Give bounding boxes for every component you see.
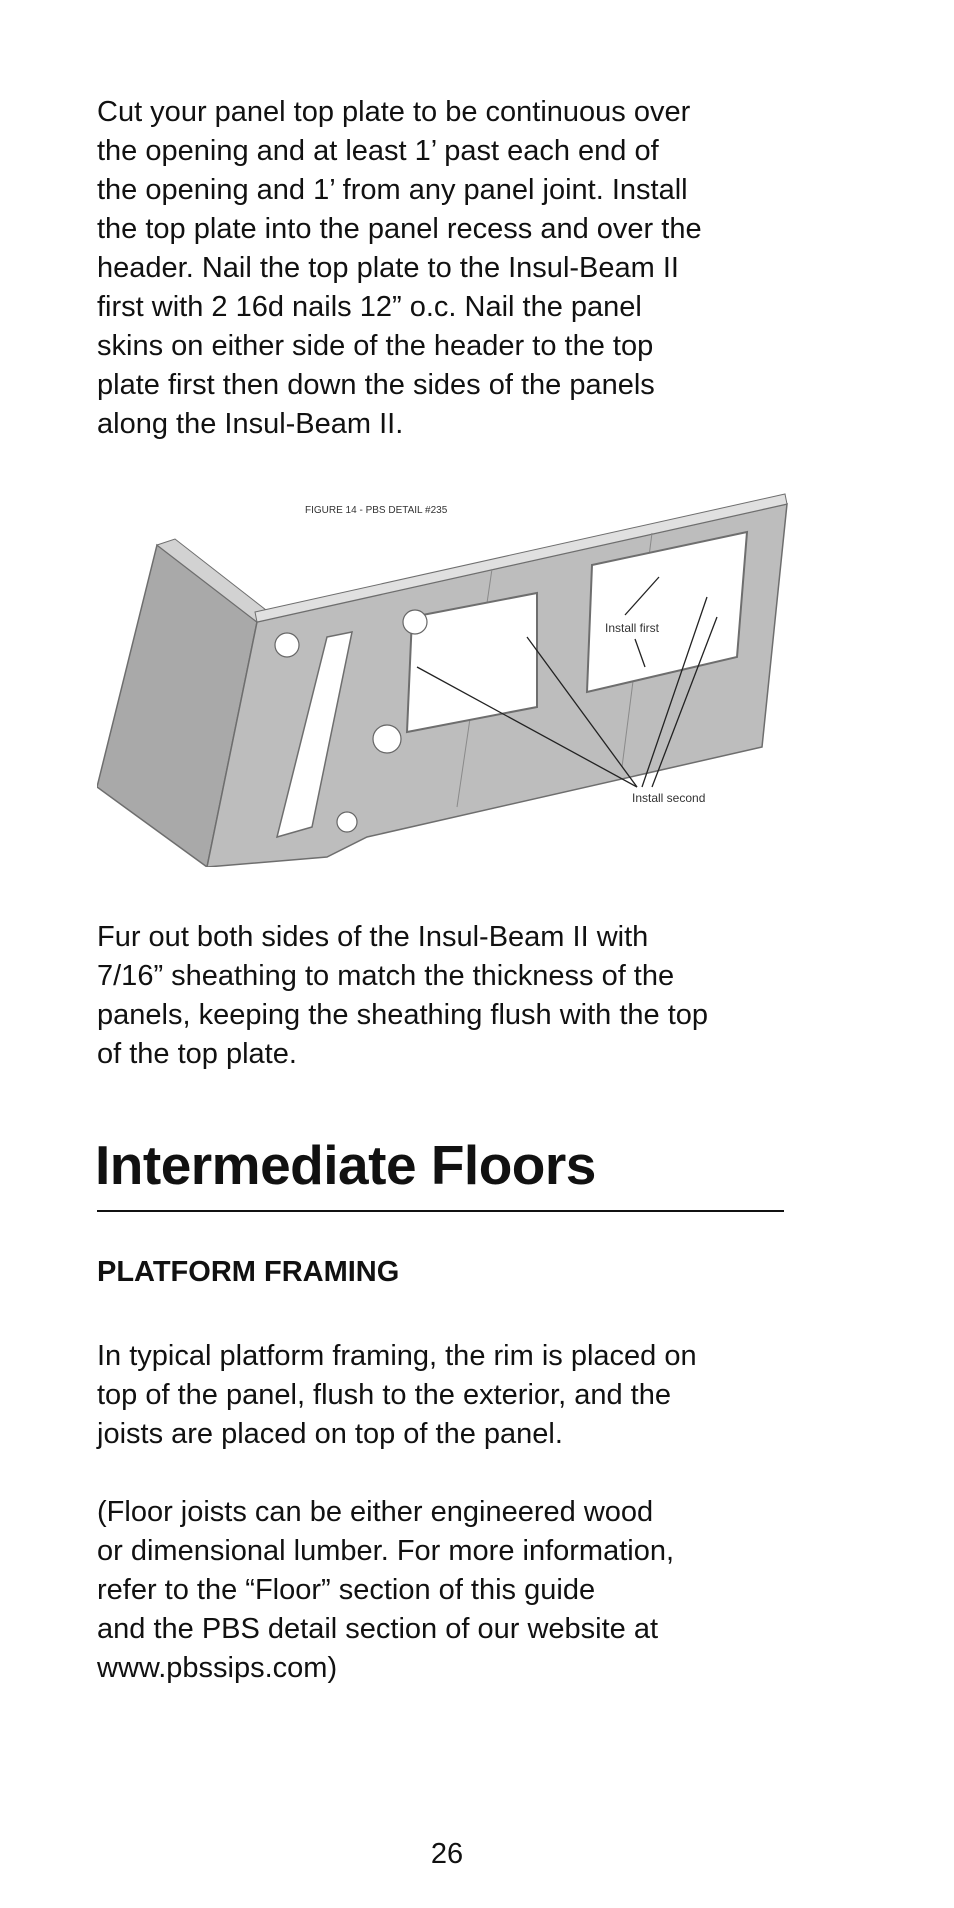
recess-cutout bbox=[373, 725, 401, 753]
subsection-heading: PLATFORM FRAMING bbox=[97, 1256, 400, 1288]
recess-cutout bbox=[337, 812, 357, 832]
label-install-second: Install second bbox=[632, 791, 706, 805]
fur-paragraph: Fur out both sides of the Insul-Beam II with 7/16” sheathing to match the thickness of the panels, keeping the sheathing flush with the top of the top plate. bbox=[97, 921, 709, 1070]
window-opening-left bbox=[407, 593, 537, 732]
platform-paragraph: In typical platform framing, the rim is placed on top of the panel, flush to the exterior, and the joists are placed on top of the panel. bbox=[97, 1340, 697, 1450]
label-install-first: Install first bbox=[605, 621, 660, 635]
heading-rule bbox=[97, 1210, 784, 1212]
page-number: 26 bbox=[430, 1838, 464, 1870]
panel-detail-figure bbox=[97, 477, 790, 867]
figure-caption: FIGURE 14 - PBS DETAIL #235 bbox=[305, 505, 448, 516]
recess-cutout bbox=[275, 633, 299, 657]
section-heading: Intermediate Floors bbox=[95, 1134, 596, 1196]
note-paragraph: (Floor joists can be either engineered wood or dimensional lumber. For more information, refer to the “Floor” section of this guide and the PBS detail section of our website at www.pbssips.com) bbox=[97, 1496, 675, 1684]
recess-cutout bbox=[403, 610, 427, 634]
intro-paragraph: Cut your panel top plate to be continuous over the opening and at least 1’ past each end of the opening and 1’ from any panel joint. Install the top plate into the panel recess and over the header. Nail the top plate to the Insul-Beam II first with 2 16d nails 12” o.c. Nail the panel skins on either side of the header to the top plate first then down the sides of the panels along the Insul-Beam II. bbox=[97, 96, 702, 440]
